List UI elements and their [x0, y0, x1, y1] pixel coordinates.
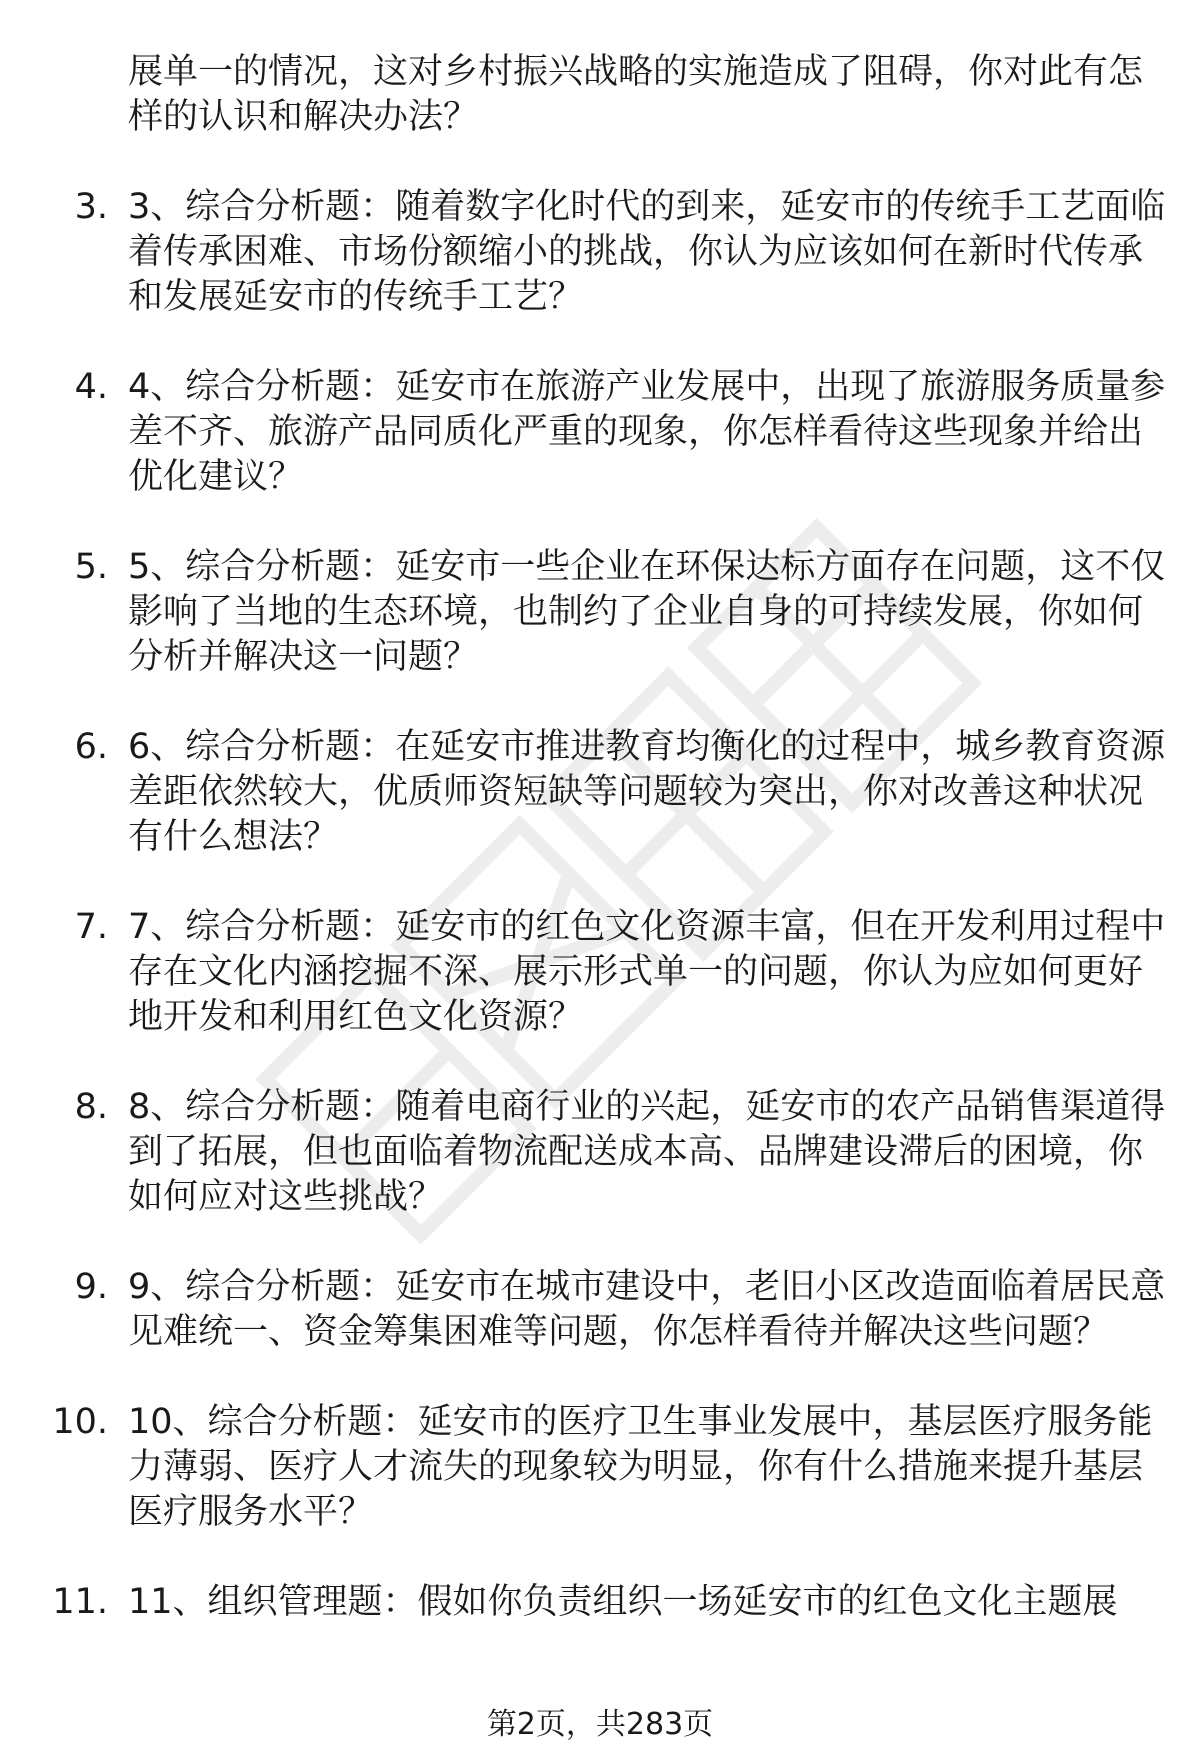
- question-item: [0, 185, 1200, 320]
- question-list: [0, 185, 1200, 1670]
- question-item: [0, 545, 1200, 680]
- question-text: 11、组织管理题：假如你负责组织一场延安市的红色文化主题展: [128, 1582, 1118, 1622]
- question-number: 3.: [74, 187, 108, 227]
- question-item: [0, 1085, 1200, 1220]
- question-number: 6.: [74, 727, 108, 767]
- question-text: 9、综合分析题：延安市在城市建设中，老旧小区改造面临着居民意见难统一、资金筹集困难等问题，你怎样看待并解决这些问题？: [128, 1267, 1166, 1352]
- question-item: [0, 1580, 1200, 1625]
- question-text: 6、综合分析题：在延安市推进教育均衡化的过程中，城乡教育资源差距依然较大，优质师资短缺等问题较为突出，你对改善这种状况有什么想法？: [128, 727, 1166, 857]
- question-item: [0, 905, 1200, 1040]
- question-text: 5、综合分析题：延安市一些企业在环保达标方面存在问题，这不仅影响了当地的生态环境，也制约了企业自身的可持续发展，你如何分析并解决这一问题？: [128, 547, 1166, 677]
- question-text: 3、综合分析题：随着数字化时代的到来，延安市的传统手工艺面临着传承困难、市场份额缩小的挑战，你认为应该如何在新时代传承和发展延安市的传统手工艺？: [128, 187, 1166, 317]
- question-text: 8、综合分析题：随着电商行业的兴起，延安市的农产品销售渠道得到了拓展，但也面临着物流配送成本高、品牌建设滞后的困境，你如何应对这些挑战？: [128, 1087, 1166, 1217]
- question-number: 7.: [74, 907, 108, 947]
- question-number: 4.: [74, 367, 108, 407]
- question-item: [0, 1400, 1200, 1535]
- question-item: [0, 365, 1200, 500]
- question-number: 11.: [52, 1582, 108, 1622]
- question-number: 9.: [74, 1267, 108, 1307]
- question-item: [0, 725, 1200, 860]
- question-number: 10.: [52, 1402, 108, 1442]
- carryover-paragraph: 展单一的情况，这对乡村振兴战略的实施造成了阻碍，你对此有怎样的认识和解决办法？: [128, 52, 1144, 137]
- question-item: [0, 1265, 1200, 1355]
- question-text: 4、综合分析题：延安市在旅游产业发展中，出现了旅游服务质量参差不齐、旅游产品同质化严重的现象，你怎样看待这些现象并给出优化建议？: [128, 367, 1166, 497]
- question-number: 5.: [74, 547, 108, 587]
- question-text: 7、综合分析题：延安市的红色文化资源丰富，但在开发利用过程中存在文化内涵挖掘不深、展示形式单一的问题，你认为应如何更好地开发和利用红色文化资源？: [128, 907, 1166, 1037]
- question-text: 10、综合分析题：延安市的医疗卫生事业发展中，基层医疗服务能力薄弱、医疗人才流失的现象较为明显，你有什么措施来提升基层医疗服务水平？: [128, 1402, 1153, 1532]
- page-footer: 第2页，共283页: [486, 1707, 714, 1742]
- question-number: 8.: [74, 1087, 108, 1127]
